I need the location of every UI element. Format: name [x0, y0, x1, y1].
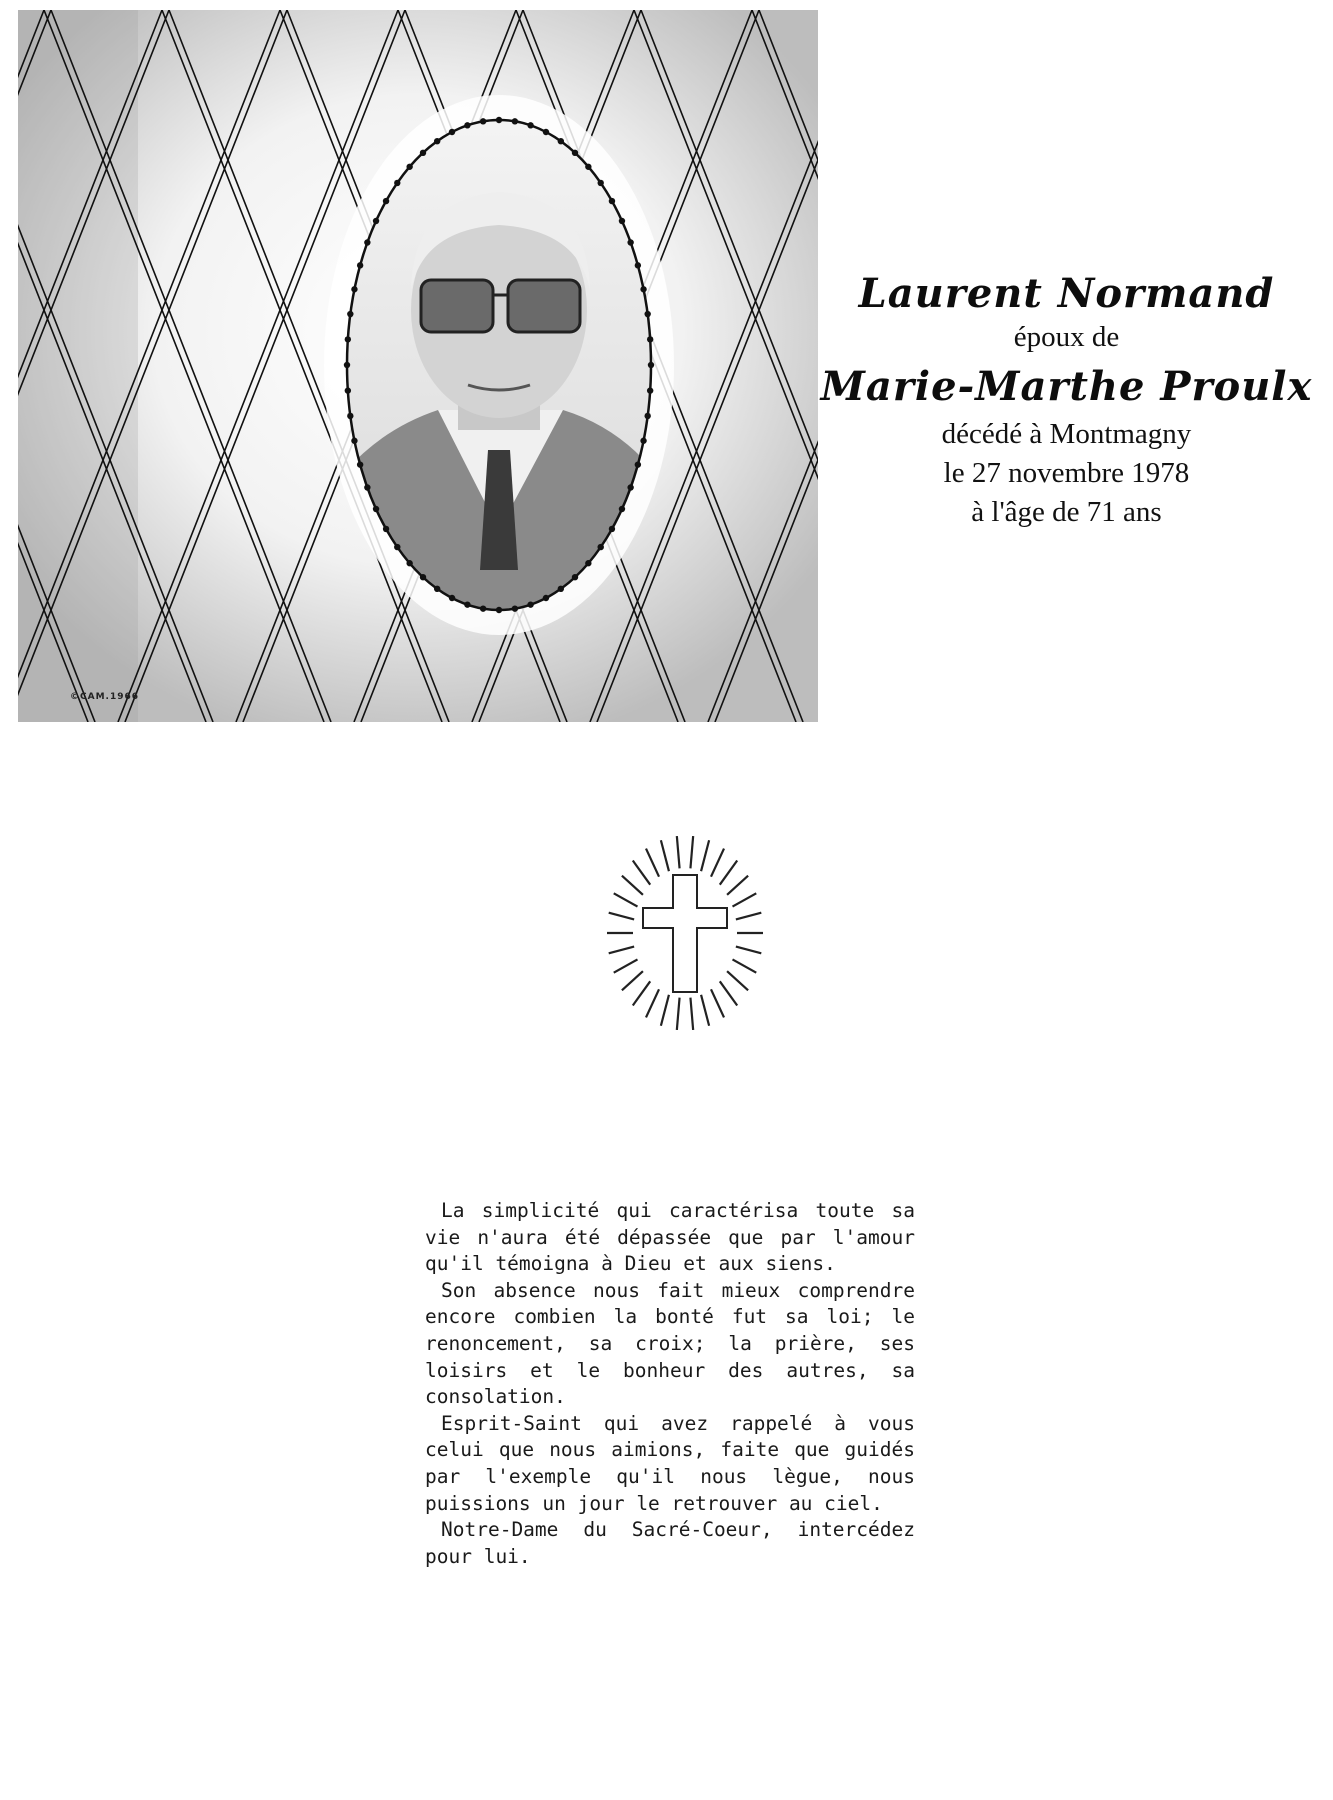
prayer-paragraph: La simplicité qui caractérisa toute sa vie n'aura été dépassée que par l'amour qu'il témoigna à Dieu et aux siens.: [425, 1199, 915, 1276]
spouse-name: Marie-Marthe Proulx: [820, 363, 1313, 410]
prayer-paragraph: Son absence nous fait mieux comprendre encore combien la bonté fut sa loi; le renoncement, sa croix; la prière, ses loisirs et le bonheur des autres, sa consolation.: [425, 1278, 915, 1409]
radiant-cross-icon: [605, 820, 765, 1030]
memorial-prayer: [425, 1198, 915, 1570]
lattice-portrait-frame: [18, 10, 818, 722]
spouse-prefix: époux de: [1013, 321, 1120, 353]
memorial-inscription: [800, 270, 1333, 532]
deceased-name: Laurent Normand: [858, 270, 1275, 317]
death-date: le 27 novembre 1978: [943, 457, 1190, 489]
age-at-death: à l'âge de 71 ans: [971, 496, 1162, 528]
memorial-card-front: [18, 10, 818, 722]
death-place: décédé à Montmagny: [941, 418, 1192, 450]
prayer-paragraph: Esprit-Saint qui avez rappelé à vous celui que nous aimions, faite que guidés par l'exemple qu'il nous lègue, nous puissions un jour le retrouver au ciel.: [425, 1411, 915, 1515]
copyright-mark: ©CAM.1966: [70, 692, 139, 702]
prayer-paragraph: Notre-Dame du Sacré-Coeur, intercédez pour lui.: [425, 1518, 915, 1568]
